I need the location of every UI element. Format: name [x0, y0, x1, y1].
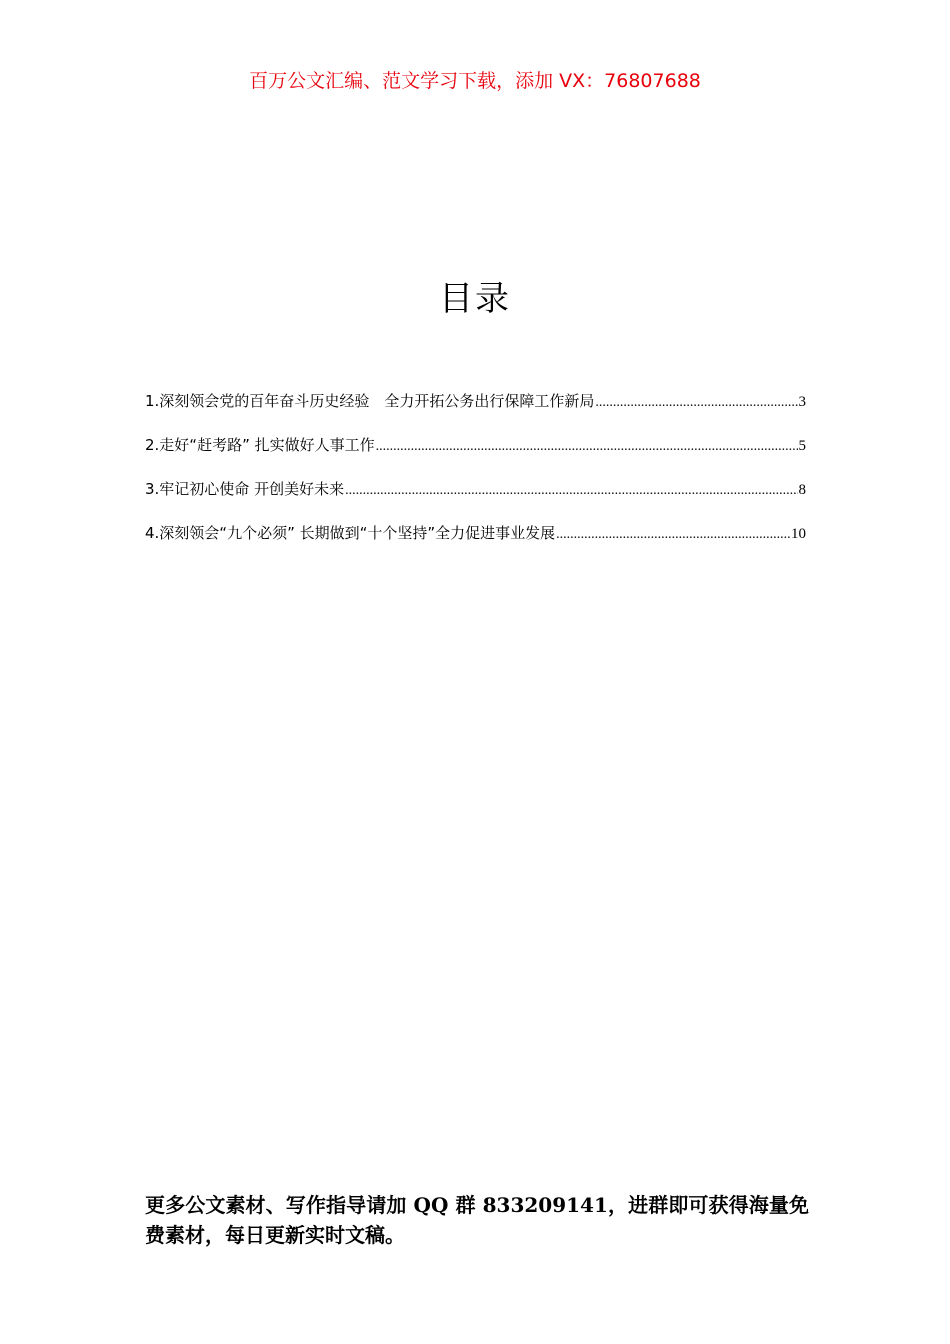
toc-dot-leader [556, 524, 790, 546]
toc-entry-label[interactable]: 4.深刻领会“九个必须” 长期做到“十个坚持”全力促进事业发展 [145, 524, 556, 542]
toc-entry[interactable] [145, 434, 806, 478]
table-of-contents [145, 390, 806, 566]
toc-entry-page[interactable]: 5 [798, 438, 806, 454]
footer-promo-note: 更多公文素材、写作指导请加 QQ 群 833209141，进群即可获得海量免费素材，每日更新实时文稿。 [145, 1193, 809, 1247]
toc-entry[interactable] [145, 522, 806, 566]
toc-entry-page[interactable]: 8 [798, 482, 806, 498]
toc-entry-page[interactable]: 3 [798, 394, 806, 410]
toc-entry-label[interactable]: 3.牢记初心使命 开创美好未来 [145, 480, 345, 498]
toc-entry[interactable] [145, 390, 806, 434]
toc-dot-leader [376, 436, 798, 458]
header-banner: 百万公文汇编、范文学习下载，添加 VX：76807688 [249, 70, 701, 92]
toc-title: 目录 [439, 279, 511, 319]
toc-entry-label[interactable]: 2.走好“赶考路” 扎实做好人事工作 [145, 436, 375, 454]
toc-entry-page[interactable]: 10 [791, 526, 806, 542]
toc-entry[interactable] [145, 478, 806, 522]
toc-dot-leader [595, 392, 797, 414]
toc-entry-label[interactable]: 1.深刻领会党的百年奋斗历史经验 全力开拓公务出行保障工作新局 [145, 392, 595, 410]
toc-dot-leader [345, 480, 797, 502]
